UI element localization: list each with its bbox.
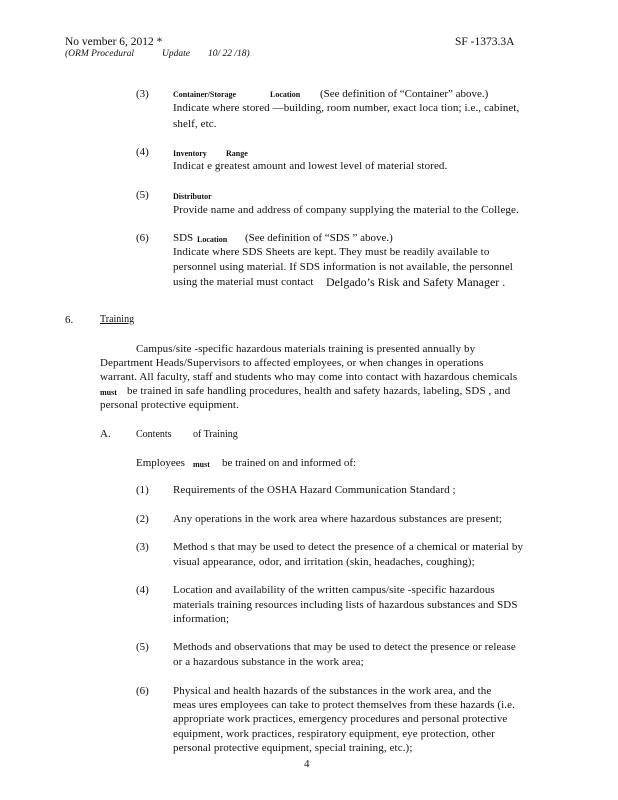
item-title: Location (197, 235, 228, 244)
item-number: (3) (136, 88, 149, 100)
item-number: (4) (136, 584, 149, 596)
item-title-2: Location (270, 90, 301, 99)
paragraph-line: be trained in safe handling procedures, health and safety hazards, labeling, SDS , and (127, 385, 511, 397)
item-text-line: or a hazardous substance in the work area; (173, 656, 364, 668)
item-text-line: Physical and health hazards of the substances in the work area, and the (173, 685, 492, 697)
subsection-letter: A. (100, 428, 111, 440)
item-text-line: visual appearance, odor, and irritation (skin, headaches, coughing); (173, 556, 475, 568)
item-text-line: Requirements of the OSHA Hazard Communication Standard ; (173, 484, 456, 496)
item-text-line: Method s that may be used to detect the presence of a chemical or material by (173, 541, 524, 553)
item-text-line: Provide name and address of company supplying the material to the College. (173, 204, 519, 216)
item-number: (4) (136, 146, 149, 158)
intro-text-rest: be trained on and informed of: (222, 457, 357, 469)
page-number: 4 (304, 758, 310, 770)
item-title-2: Range (226, 149, 248, 158)
item-title: Container/Storage (173, 90, 237, 99)
item-text-line: using the material must contact (173, 276, 314, 288)
item-number: (5) (136, 641, 149, 653)
item-number: (1) (136, 484, 149, 496)
header-sub-right: 10/ 22 /18) (208, 49, 250, 59)
paragraph-line: personal protective equipment. (100, 399, 239, 411)
section-number: 6. (65, 314, 74, 326)
header-date: No vember 6, 2012 * (65, 36, 163, 48)
item-number: (3) (136, 541, 149, 553)
item-text-line: personal protective equipment, special training, etc.); (173, 742, 413, 754)
item-title: Inventory (173, 149, 207, 158)
item-number: (6) (136, 685, 149, 697)
document-id: SF -1373.3A (455, 36, 515, 48)
item-number: (6) (136, 232, 149, 244)
item-title: Distributor (173, 192, 212, 201)
must-emphasis: must (100, 388, 117, 397)
header-sub-left: (ORM Procedural (65, 49, 135, 59)
item-number: (5) (136, 189, 149, 201)
item-text-line: personnel using material. If SDS information is not available, the personnel (173, 261, 513, 273)
item-text-line: appropriate work practices, emergency procedures and personal protective (173, 713, 508, 725)
item-text-line: materials training resources including lists of hazardous substances and SDS (173, 599, 518, 611)
item-text-line: shelf, etc. (173, 118, 217, 130)
item-title-note: (See definition of “Container” above.) (320, 88, 489, 100)
paragraph-line: Department Heads/Supervisors to affected employees, or when changes in operations (100, 357, 484, 369)
item-text-line: equipment, work practices, respiratory equipment, eye protection, other (173, 728, 496, 740)
item-title-prefix: SDS (173, 232, 194, 244)
paragraph-line: Campus/site -specific hazardous materials training is presented annually by (136, 343, 476, 355)
must-emphasis: must (193, 460, 210, 469)
item-text-line: Indicate where stored —building, room number, exact loca tion; i.e., cabinet, (173, 102, 520, 114)
subsection-title-2: of Training (193, 429, 238, 440)
item-text-line: Methods and observations that may be used to detect the presence or release (173, 641, 516, 653)
item-title-note: (See definition of “SDS ” above.) (245, 232, 393, 244)
item-text-line: information; (173, 613, 230, 625)
contact-name-emphasis: Delgado’s Risk and Safety Manager . (326, 275, 506, 289)
paragraph-line: warrant. All faculty, staff and students who may come into contact with hazardous chemicals (100, 371, 518, 383)
section-title: Training (100, 314, 135, 325)
subsection-title: Contents (136, 429, 172, 440)
intro-text: Employees (136, 457, 185, 469)
item-text-line: Location and availability of the written campus/site -specific hazardous (173, 584, 495, 596)
item-text-line: Any operations in the work area where hazardous substances are present; (173, 513, 503, 525)
header-sub-mid: Update (162, 49, 190, 59)
item-text-line: Indicate where SDS Sheets are kept. They must be readily available to (173, 246, 490, 258)
item-text-line: Indicat e greatest amount and lowest level of material stored. (173, 160, 448, 172)
item-text-line: meas ures employees can take to protect themselves from these hazards (i.e. (173, 699, 515, 711)
item-number: (2) (136, 513, 149, 525)
